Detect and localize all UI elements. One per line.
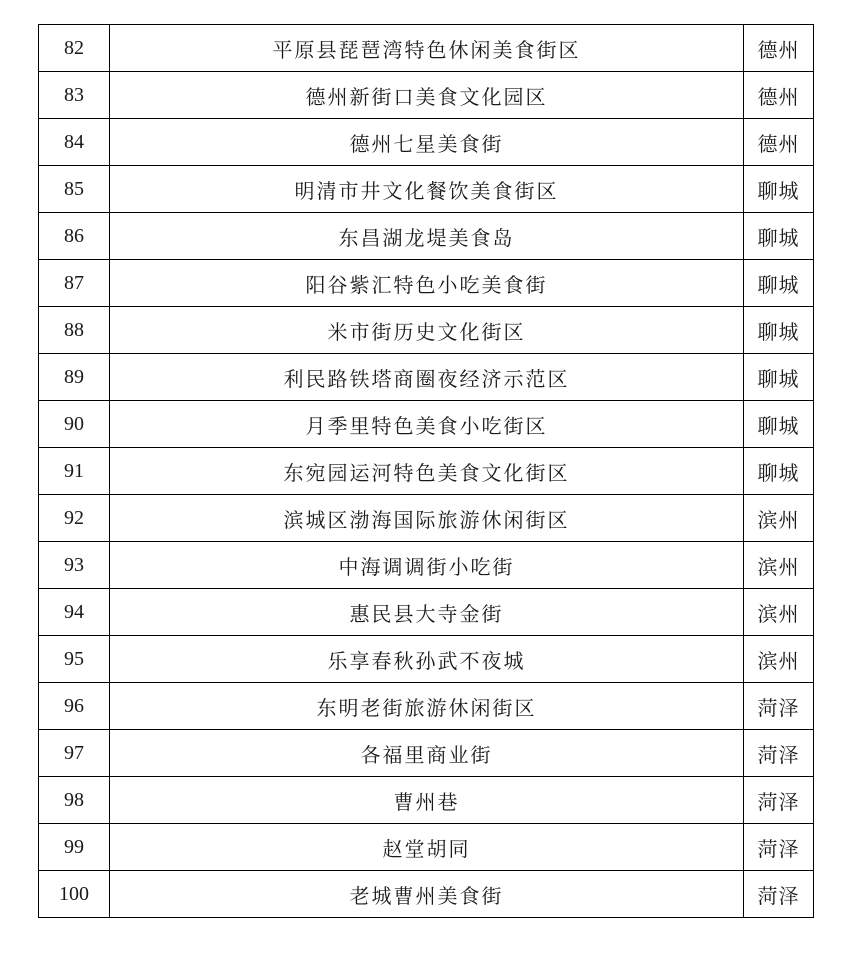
row-number: 100 — [39, 871, 110, 918]
row-number: 85 — [39, 166, 110, 213]
table-row — [39, 166, 814, 213]
city-name: 聊城 — [744, 307, 814, 354]
row-number: 91 — [39, 448, 110, 495]
table-row — [39, 542, 814, 589]
street-name: 东明老街旅游休闲街区 — [110, 683, 744, 730]
street-name: 老城曹州美食街 — [110, 871, 744, 918]
street-name: 米市街历史文化街区 — [110, 307, 744, 354]
street-name: 曹州巷 — [110, 777, 744, 824]
city-name: 德州 — [744, 119, 814, 166]
table-row — [39, 871, 814, 918]
city-name: 菏泽 — [744, 683, 814, 730]
street-name: 月季里特色美食小吃街区 — [110, 401, 744, 448]
table-body — [39, 25, 814, 918]
row-number: 87 — [39, 260, 110, 307]
row-number: 83 — [39, 72, 110, 119]
row-number: 97 — [39, 730, 110, 777]
food-street-table — [38, 24, 814, 918]
city-name: 滨州 — [744, 542, 814, 589]
street-name: 东昌湖龙堤美食岛 — [110, 213, 744, 260]
row-number: 93 — [39, 542, 110, 589]
row-number: 94 — [39, 589, 110, 636]
row-number: 96 — [39, 683, 110, 730]
table-row — [39, 636, 814, 683]
table-row — [39, 495, 814, 542]
city-name: 德州 — [744, 25, 814, 72]
row-number: 84 — [39, 119, 110, 166]
city-name: 滨州 — [744, 495, 814, 542]
table-row — [39, 307, 814, 354]
street-name: 德州新街口美食文化园区 — [110, 72, 744, 119]
street-name: 赵堂胡同 — [110, 824, 744, 871]
table-row — [39, 260, 814, 307]
table-row — [39, 213, 814, 260]
table-row — [39, 824, 814, 871]
street-name: 各福里商业街 — [110, 730, 744, 777]
row-number: 89 — [39, 354, 110, 401]
row-number: 95 — [39, 636, 110, 683]
city-name: 聊城 — [744, 213, 814, 260]
city-name: 德州 — [744, 72, 814, 119]
row-number: 82 — [39, 25, 110, 72]
city-name: 滨州 — [744, 589, 814, 636]
city-name: 聊城 — [744, 354, 814, 401]
table-row — [39, 730, 814, 777]
street-name: 德州七星美食街 — [110, 119, 744, 166]
street-name: 平原县琵琶湾特色休闲美食街区 — [110, 25, 744, 72]
row-number: 92 — [39, 495, 110, 542]
table-row — [39, 354, 814, 401]
row-number: 98 — [39, 777, 110, 824]
city-name: 聊城 — [744, 260, 814, 307]
street-name: 惠民县大寺金街 — [110, 589, 744, 636]
table-row — [39, 25, 814, 72]
row-number: 88 — [39, 307, 110, 354]
city-name: 菏泽 — [744, 824, 814, 871]
row-number: 86 — [39, 213, 110, 260]
city-name: 滨州 — [744, 636, 814, 683]
street-name: 明清市井文化餐饮美食街区 — [110, 166, 744, 213]
city-name: 菏泽 — [744, 871, 814, 918]
row-number: 99 — [39, 824, 110, 871]
table-row — [39, 119, 814, 166]
street-name: 阳谷紫汇特色小吃美食街 — [110, 260, 744, 307]
table-row — [39, 683, 814, 730]
row-number: 90 — [39, 401, 110, 448]
table-row — [39, 589, 814, 636]
table-row — [39, 72, 814, 119]
street-name: 东宛园运河特色美食文化街区 — [110, 448, 744, 495]
table-row — [39, 448, 814, 495]
street-name: 中海调调街小吃街 — [110, 542, 744, 589]
street-name: 乐享春秋孙武不夜城 — [110, 636, 744, 683]
street-name: 滨城区渤海国际旅游休闲街区 — [110, 495, 744, 542]
city-name: 聊城 — [744, 401, 814, 448]
table-row — [39, 777, 814, 824]
city-name: 菏泽 — [744, 777, 814, 824]
city-name: 聊城 — [744, 448, 814, 495]
street-name: 利民路铁塔商圈夜经济示范区 — [110, 354, 744, 401]
city-name: 聊城 — [744, 166, 814, 213]
table-row — [39, 401, 814, 448]
city-name: 菏泽 — [744, 730, 814, 777]
